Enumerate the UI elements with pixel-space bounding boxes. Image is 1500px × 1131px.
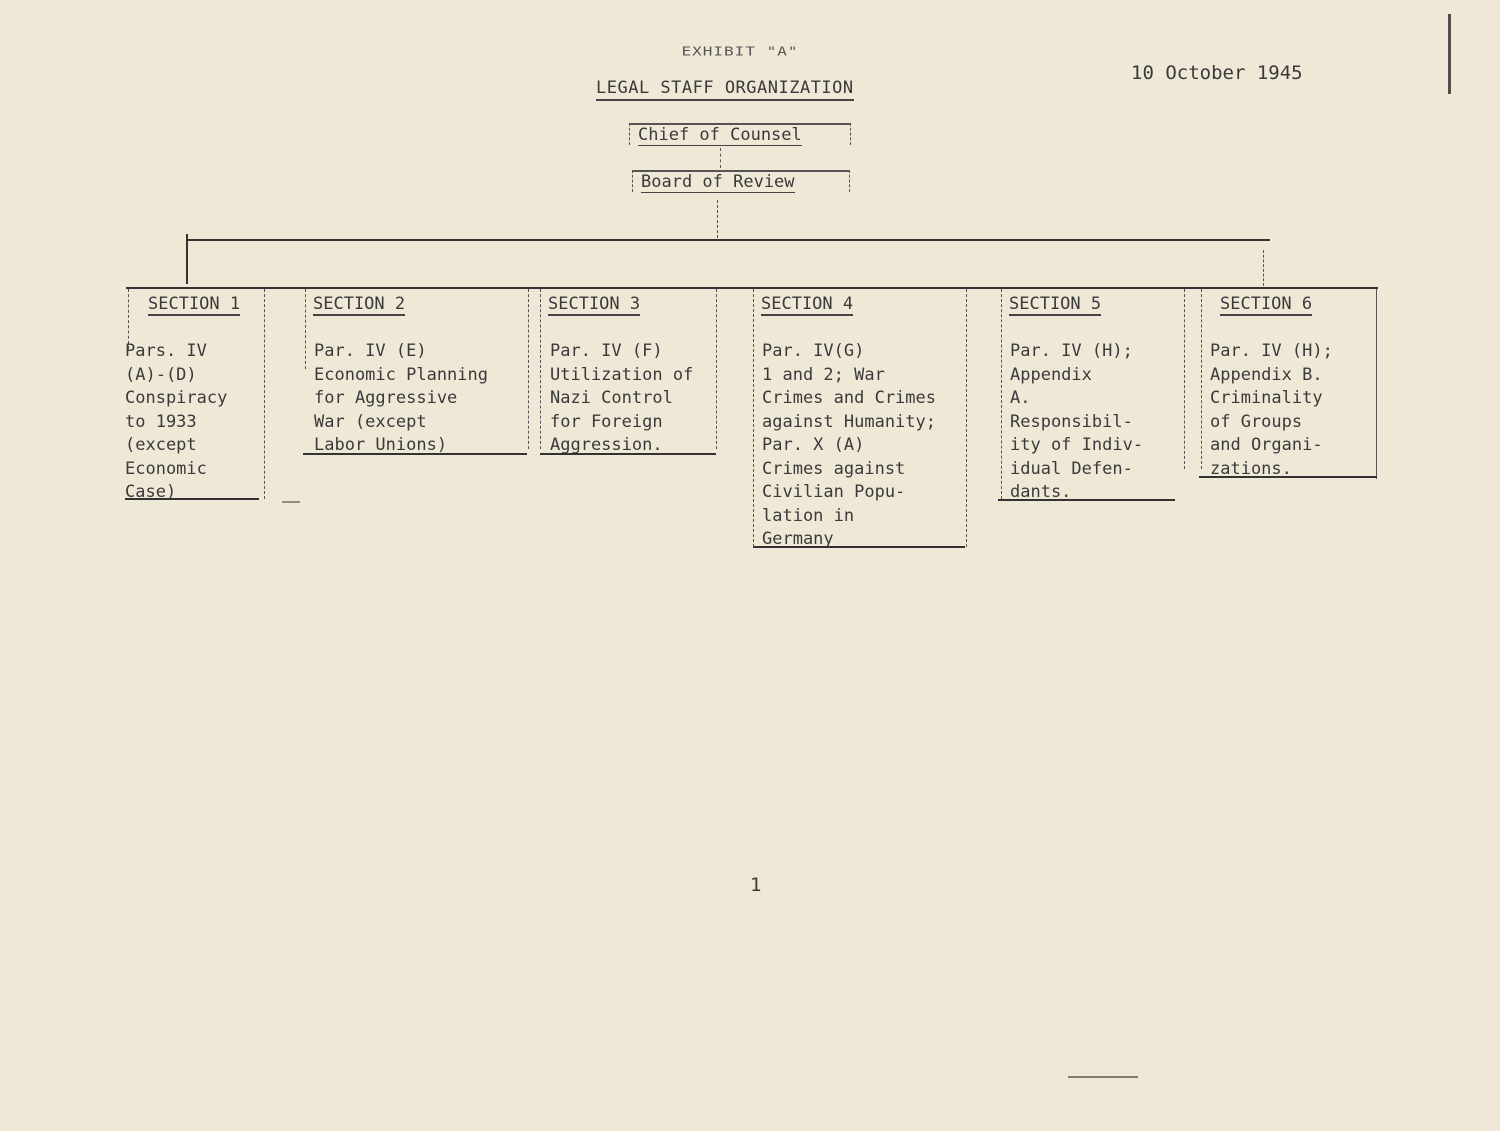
board-of-review-label: Board of Review — [641, 172, 795, 192]
section-3-text: Par. IV (F) Utilization of Nazi Control for Foreign Aggression. — [550, 341, 694, 455]
section-divider — [966, 289, 967, 547]
connector-main-horizontal — [186, 239, 1270, 241]
exhibit-label: EXHIBIT "A" — [681, 44, 799, 59]
board-of-review-box — [632, 170, 850, 192]
section-divider — [1184, 289, 1185, 469]
section-divider — [1201, 289, 1202, 469]
section-1-heading: SECTION 1 — [148, 294, 241, 314]
stray-mark — [282, 501, 300, 503]
section-divider — [716, 289, 717, 449]
section-5-text: Par. IV (H); Appendix A. Responsibil- ity of Indiv- idual Defen- dants. — [1010, 341, 1144, 502]
page-number: 1 — [750, 874, 762, 896]
section-divider — [753, 289, 754, 547]
section-6-underline — [1199, 476, 1377, 478]
connector-board-bus — [717, 200, 718, 238]
connector-right-drop — [1263, 250, 1264, 286]
stray-mark — [1068, 1076, 1138, 1078]
page-title: LEGAL STAFF ORGANIZATION — [596, 78, 854, 101]
section-2-heading: SECTION 2 — [313, 294, 406, 314]
section-divider — [540, 289, 541, 449]
section-divider — [528, 289, 529, 449]
section-3-heading: SECTION 3 — [548, 294, 641, 314]
section-divider — [264, 289, 265, 499]
chief-of-counsel-label: Chief of Counsel — [638, 125, 802, 145]
chief-of-counsel-box — [629, 123, 851, 145]
section-2-underline — [303, 453, 527, 455]
connector-chief-board — [720, 148, 721, 168]
section-1-text: Pars. IV (A)-(D) Conspiracy to 1933 (except Economic Case) — [125, 341, 228, 502]
sections-top-line — [126, 287, 1378, 289]
section-3-underline — [540, 453, 716, 455]
connector-left-drop — [186, 234, 188, 284]
section-5-heading: SECTION 5 — [1009, 294, 1102, 314]
section-4-underline — [753, 546, 965, 548]
section-1-underline — [125, 498, 259, 500]
section-4-text: Par. IV(G) 1 and 2; War Crimes and Crimes against Humanity; Par. X (A) Crimes against Civilian Popu- lation in Germany — [762, 341, 936, 549]
section-divider — [305, 289, 306, 369]
section-2-text: Par. IV (E) Economic Planning for Aggressive War (except Labor Unions) — [314, 341, 488, 455]
edge-mark — [1448, 14, 1451, 94]
document-date: 10 October 1945 — [1131, 62, 1303, 84]
section-divider — [1376, 289, 1377, 479]
section-5-underline — [998, 499, 1175, 501]
section-6-text: Par. IV (H); Appendix B. Criminality of Groups and Organi- zations. — [1210, 341, 1333, 479]
section-6-heading: SECTION 6 — [1220, 294, 1313, 314]
section-4-heading: SECTION 4 — [761, 294, 854, 314]
section-divider — [1001, 289, 1002, 499]
